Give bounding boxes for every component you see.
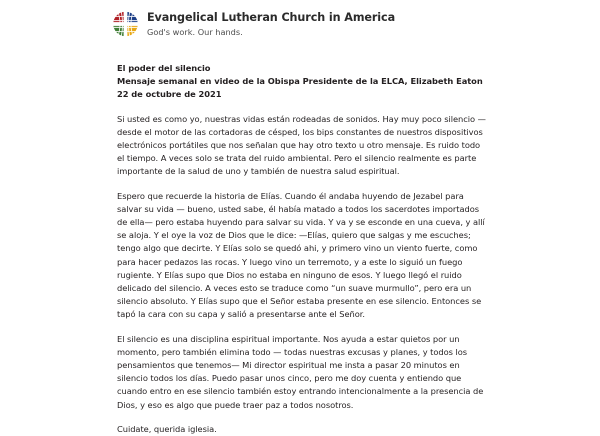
document-subtitle: Mensaje semanal en video de la Obispa Presidente de la ELCA, Elizabeth Eaton (117, 76, 483, 87)
document-title: El poder del silencio (117, 63, 211, 73)
letterhead (112, 10, 395, 38)
body-paragraph: Si usted es como yo, nuestras vidas están rodeadas de sonidos. Hay muy poco silencio — desde el motor de las cortadoras de césped, los bips constantes de nuestros dispositivos electrónicos portátiles que nos señalan que hay otro texto u otro mensaje. Es ruido todo el tiempo. A veces solo se trata del ruido ambiental. Pero el silencio realmente es parte importante de la salud de uno y también de nuestra salud espiritual. (117, 113, 486, 177)
elca-cross-globe-logo-icon (112, 10, 139, 38)
document-body (117, 62, 489, 436)
organization-tagline: God's work. Our hands. (147, 26, 243, 37)
brand-text (147, 10, 395, 38)
title-block (117, 62, 489, 102)
document-date: 22 de octubre de 2021 (117, 89, 222, 100)
organization-name: Evangelical Lutheran Church in America (147, 11, 396, 24)
body-paragraph: El silencio es una disciplina espiritual importante. Nos ayuda a estar quietos por un momento, pero también elimina todo — todas nuestras excusas y planes, y todos los pensamientos que tenemos— Mi director espiritual me insta a pasar 20 minutos en silencio todos los días. Puedo pasar unos cinco, pero me doy cuenta y entiendo que cuando entro en ese silencio también estoy entrando intencionalmente a la presencia de Dios, y eso es algo que puede traer paz a todos nosotros. (117, 333, 484, 410)
closing-line: Cuidate, querida iglesia. (117, 423, 217, 434)
body-paragraph: Espero que recuerde la historia de Elías. Cuando él andaba huyendo de Jezabel para salvar su vida — bueno, usted sabe, él había matado a todos los sacerdotes importados de ella— pero estaba huyendo para salvar su vida. Y va y se esconde en una cueva, y allí se aloja. Y el oye la voz de Dios que le dice: —Elías, quiero que salgas y me escuches; tengo algo que decirte. Y Elías solo se quedó ahi, y primero vino un viento fuerte, como para hacer pedazos las rocas. Y luego vino un terremoto, y a este lo siguió un fuego rugiente. Y Elías supo que Dios no estaba en ninguno de esos. Y luego llegó el ruido delicado del silencio. A veces esto se traduce como “un suave murmullo”, pero era un silencio absoluto. Y Elías supo que el Señor estaba presente en ese silencio. Entonces se tapó la cara con su capa y salió a presentarse ante el Señor. (117, 190, 485, 320)
